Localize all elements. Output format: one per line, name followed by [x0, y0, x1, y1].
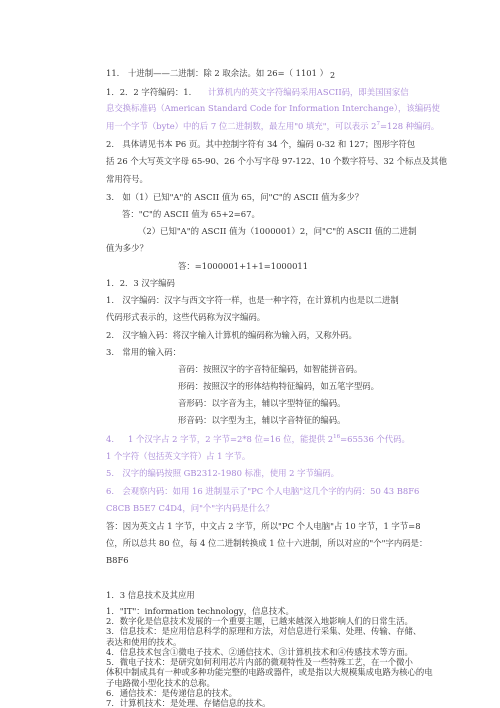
chinese-encoding-4 — [106, 434, 410, 445]
decimal-binary-text: 十进制——二进制：除 2 取余法。如 26=（ 1101 ） — [128, 68, 329, 78]
superscript-16: 16 — [333, 434, 341, 440]
it-item-3-cont: 表达和使用的技术。 — [106, 637, 182, 647]
char-encoding-line-3-post: =128 种编码。 — [380, 121, 440, 131]
item-11 — [106, 68, 335, 79]
it-item-7: 7．计算机技术：是处理、存储信息的技术。 — [106, 698, 271, 708]
item-2-line-2: 括 26 个大写英文字母 65-90、26 个小写字母 97-122、10 个数字符号、32 个标点及其他 — [106, 156, 448, 166]
it-item-3: 3．信息技术：是应用信息科学的原理和方法，对信息进行采集、处理、传输、存储、 — [106, 626, 422, 636]
item-number: 4. — [106, 434, 114, 444]
chinese-encoding-6-cont: C8CB B5E7 C4D4，问"个"字内码是什么？ — [106, 503, 274, 513]
item-3-question: 3. 如（1）已知"A"的 ASCII 值为 65，问"C"的 ASCII 值为多少？ — [106, 192, 364, 202]
item-2-line-3: 常用符号。 — [106, 174, 148, 184]
answer-line-2: 位，所以总共 80 位，每 4 位二进制转换成 1 位十六进制，所以对应的"个"字内码是： — [106, 538, 428, 548]
it-item-6: 6．通信技术：是传递信息的技术。 — [106, 688, 237, 698]
input-method-phonetic: 音码：按照汉字的字音特征编码，如智能拼音码。 — [178, 364, 363, 374]
item-3-answer-1: 答："C"的 ASCII 值为 65+2=67。 — [122, 209, 260, 219]
char-encoding-line-1 — [106, 87, 409, 98]
char-encoding-highlight: 计算机内的英文字符编码采用ASCII码，即美国国家信 — [207, 87, 409, 97]
item-number: 11. — [106, 68, 120, 78]
input-method-shape-phonetic: 形音码：以字型为主，辅以字音特征的编码。 — [178, 415, 346, 425]
chinese-encoding-6: 6. 会观察内码：如用 16 进制显示了"PC 个人电脑"这几个字的内码：50 43 B8F6 — [106, 486, 420, 496]
chinese-encoding-5: 5. 汉字的编码按照 GB2312-1980 标准，使用 2 字节编码。 — [106, 468, 340, 478]
it-item-1: 1．"IT"：information technology，信息技术。 — [106, 606, 294, 616]
input-method-phonetic-shape: 音形码：以字音为主，辅以字型特征的编码。 — [178, 398, 346, 408]
item-3-answer-2: 答：=1000001+1+1=1000011 — [178, 261, 309, 271]
item-3-question-2: （2）已知"A"的 ASCII 值为（1000001）2，问"C"的 ASCII 值的二进制 — [138, 226, 417, 236]
chinese-encoding-4-post: =65536 个代码。 — [340, 434, 410, 444]
char-encoding-label: 1．2．2 字符编码：1. — [106, 87, 192, 97]
superscript-7: 7 — [376, 121, 381, 127]
it-item-5-cont: 体积中制成具有一种或多种功能完整的电路或器件，或是指以大规模集成电路为核心的电 — [106, 667, 433, 677]
chinese-encoding-1: 1. 汉字编码：汉字与西文字符一样，也是一种字符，在计算机内也是以二进制 — [106, 295, 399, 305]
it-item-5: 5．微电子技术：是研究如何利用芯片内部的微观特性及一些特殊工艺，在一个微小 — [106, 657, 413, 667]
it-item-2: 2．数字化是信息技术发展的一个重要主题，已越来越深入地影响人们的日常生活。 — [106, 616, 413, 626]
it-item-4: 4．信息技术包含①微电子技术、②通信技术、③计算机技术和④传感技术等方面。 — [106, 647, 413, 657]
heading-1-2-3: 1．2．3 汉字编码 — [106, 278, 175, 288]
answer-line-3: B8F6 — [106, 555, 129, 565]
it-item-5-cont-2: 子电路微小型化技术的总称。 — [106, 678, 215, 688]
char-encoding-line-2: 息交换标准码（American Standard Code for Information Interchange），该编码使 — [106, 103, 440, 113]
input-method-shape: 形码：按照汉字的形体结构特征编码，如五笔字型码。 — [178, 381, 379, 391]
char-encoding-line-3 — [106, 121, 439, 132]
char-encoding-line-3-pre: 用一个字节（byte）中的后 7 位二进制数，最左用"0 填充"，可以表示 2 — [106, 121, 377, 131]
chinese-encoding-4-pre: 1 个汉字占 2 字节，2 字节=2*8 位=16 位，能提供 2 — [128, 434, 334, 444]
answer-line-1: 答：因为英文占 1 字节，中文占 2 字节，所以"PC 个人电脑"占 10 字节，1 字节=8 — [106, 521, 421, 531]
chinese-encoding-1-cont: 代码形式表示的，这些代码称为汉字编码。 — [106, 312, 266, 322]
chinese-encoding-2: 2. 汉字输入码：将汉字输入计算机的编码称为输入码，又称外码。 — [106, 330, 357, 340]
item-2-line-1: 2. 具体请见书本 P6 页。其中控制字符有 34 个，编码 0-32 和 127；图形字符包 — [106, 139, 416, 149]
chinese-encoding-4-cont: 1 个字符（包括英文字符）占 1 字节。 — [106, 451, 251, 461]
heading-1-3: 1．3 信息技术及其应用 — [106, 590, 195, 600]
subscript-2: 2 — [330, 71, 336, 80]
chinese-encoding-3: 3. 常用的输入码： — [106, 347, 181, 357]
item-3-question-2-cont: 值为多少？ — [106, 243, 148, 253]
